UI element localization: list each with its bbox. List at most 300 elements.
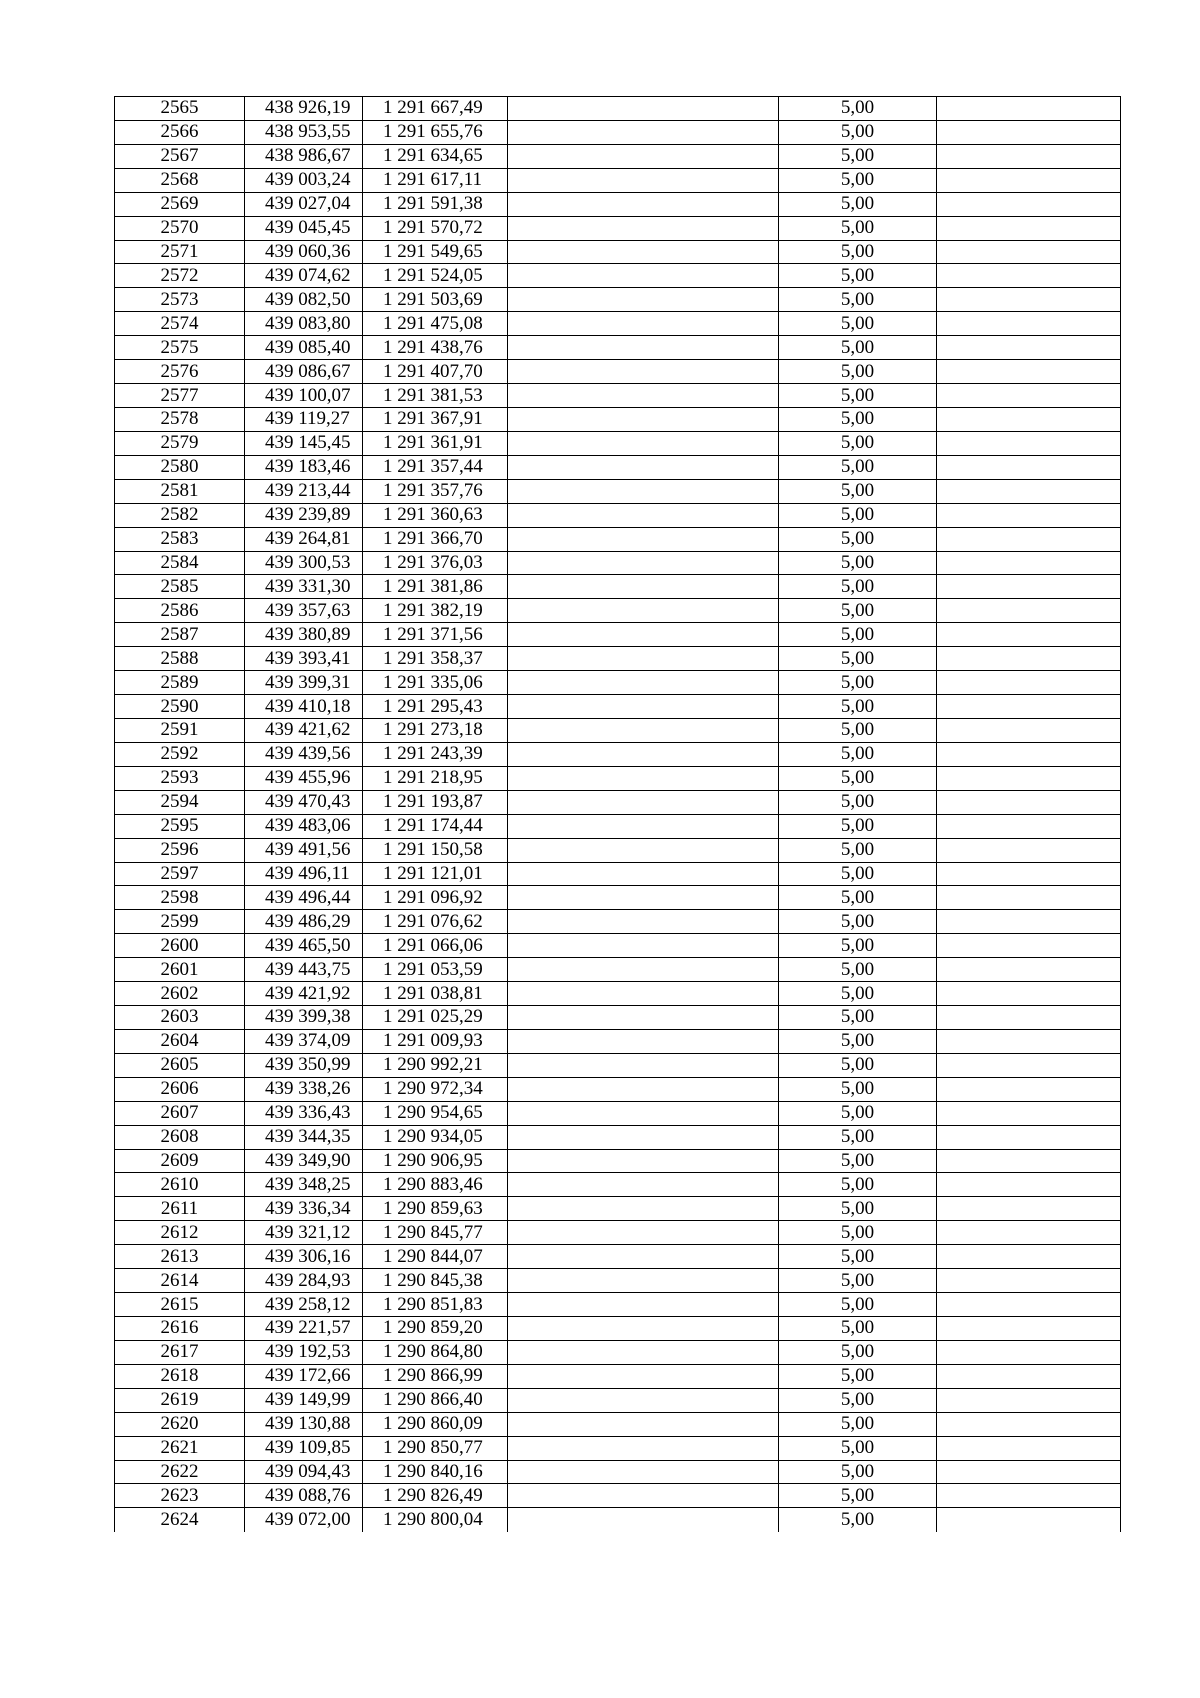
x-coordinate-cell: 439 088,76: [245, 1484, 363, 1508]
table-row: [115, 216, 1121, 240]
value-cell: 5,00: [779, 1029, 937, 1053]
x-coordinate-cell: 439 470,43: [245, 790, 363, 814]
value-cell: 5,00: [779, 264, 937, 288]
point-number-cell: 2609: [115, 1149, 245, 1173]
y-coordinate-cell: 1 291 218,95: [363, 766, 508, 790]
y-coordinate-cell: 1 290 859,63: [363, 1197, 508, 1221]
table-row: [115, 192, 1121, 216]
point-number-cell: 2575: [115, 336, 245, 360]
blank-cell: [508, 551, 779, 575]
value-cell: 5,00: [779, 384, 937, 408]
blank-cell: [508, 527, 779, 551]
value-cell: 5,00: [779, 192, 937, 216]
blank-cell: [937, 97, 1121, 121]
table-row: [115, 336, 1121, 360]
table-row: [115, 1508, 1121, 1532]
x-coordinate-cell: 439 119,27: [245, 407, 363, 431]
table-row: [115, 1484, 1121, 1508]
blank-cell: [508, 766, 779, 790]
x-coordinate-cell: 439 399,38: [245, 1006, 363, 1030]
blank-cell: [508, 742, 779, 766]
blank-cell: [937, 718, 1121, 742]
x-coordinate-cell: 439 336,34: [245, 1197, 363, 1221]
point-number-cell: 2624: [115, 1508, 245, 1532]
x-coordinate-cell: 439 213,44: [245, 479, 363, 503]
y-coordinate-cell: 1 290 851,83: [363, 1293, 508, 1317]
blank-cell: [508, 1149, 779, 1173]
y-coordinate-cell: 1 290 800,04: [363, 1508, 508, 1532]
y-coordinate-cell: 1 291 150,58: [363, 838, 508, 862]
y-coordinate-cell: 1 291 667,49: [363, 97, 508, 121]
point-number-cell: 2571: [115, 240, 245, 264]
blank-cell: [508, 264, 779, 288]
table-row: [115, 1364, 1121, 1388]
blank-cell: [508, 958, 779, 982]
blank-cell: [937, 599, 1121, 623]
value-cell: 5,00: [779, 1125, 937, 1149]
y-coordinate-cell: 1 290 840,16: [363, 1460, 508, 1484]
point-number-cell: 2598: [115, 886, 245, 910]
y-coordinate-cell: 1 291 634,65: [363, 144, 508, 168]
table-row: [115, 1053, 1121, 1077]
x-coordinate-cell: 439 086,67: [245, 360, 363, 384]
x-coordinate-cell: 439 399,31: [245, 671, 363, 695]
y-coordinate-cell: 1 290 992,21: [363, 1053, 508, 1077]
blank-cell: [937, 264, 1121, 288]
value-cell: 5,00: [779, 1077, 937, 1101]
blank-cell: [937, 1364, 1121, 1388]
x-coordinate-cell: 438 953,55: [245, 120, 363, 144]
blank-cell: [937, 240, 1121, 264]
blank-cell: [508, 1029, 779, 1053]
value-cell: 5,00: [779, 886, 937, 910]
x-coordinate-cell: 439 421,92: [245, 982, 363, 1006]
y-coordinate-cell: 1 291 360,63: [363, 503, 508, 527]
blank-cell: [508, 168, 779, 192]
x-coordinate-cell: 439 336,43: [245, 1101, 363, 1125]
y-coordinate-cell: 1 291 038,81: [363, 982, 508, 1006]
table-row: [115, 718, 1121, 742]
blank-cell: [937, 1269, 1121, 1293]
point-number-cell: 2607: [115, 1101, 245, 1125]
blank-cell: [508, 1364, 779, 1388]
blank-cell: [508, 575, 779, 599]
x-coordinate-cell: 439 344,35: [245, 1125, 363, 1149]
point-number-cell: 2573: [115, 288, 245, 312]
point-number-cell: 2581: [115, 479, 245, 503]
value-cell: 5,00: [779, 1173, 937, 1197]
y-coordinate-cell: 1 291 025,29: [363, 1006, 508, 1030]
value-cell: 5,00: [779, 288, 937, 312]
table-row: [115, 1077, 1121, 1101]
point-number-cell: 2565: [115, 97, 245, 121]
blank-cell: [508, 336, 779, 360]
y-coordinate-cell: 1 291 617,11: [363, 168, 508, 192]
y-coordinate-cell: 1 290 954,65: [363, 1101, 508, 1125]
table-row: [115, 97, 1121, 121]
blank-cell: [937, 336, 1121, 360]
blank-cell: [937, 431, 1121, 455]
blank-cell: [508, 120, 779, 144]
x-coordinate-cell: 439 306,16: [245, 1245, 363, 1269]
blank-cell: [937, 479, 1121, 503]
blank-cell: [508, 814, 779, 838]
blank-cell: [937, 1029, 1121, 1053]
blank-cell: [937, 695, 1121, 719]
x-coordinate-cell: 439 421,62: [245, 718, 363, 742]
value-cell: 5,00: [779, 718, 937, 742]
value-cell: 5,00: [779, 120, 937, 144]
table-row: [115, 360, 1121, 384]
x-coordinate-cell: 439 072,00: [245, 1508, 363, 1532]
value-cell: 5,00: [779, 671, 937, 695]
point-number-cell: 2588: [115, 647, 245, 671]
x-coordinate-cell: 439 239,89: [245, 503, 363, 527]
blank-cell: [508, 647, 779, 671]
y-coordinate-cell: 1 291 475,08: [363, 312, 508, 336]
table-row: [115, 766, 1121, 790]
x-coordinate-cell: 439 496,11: [245, 862, 363, 886]
blank-cell: [508, 288, 779, 312]
blank-cell: [937, 1412, 1121, 1436]
point-number-cell: 2619: [115, 1388, 245, 1412]
x-coordinate-cell: 438 986,67: [245, 144, 363, 168]
y-coordinate-cell: 1 291 174,44: [363, 814, 508, 838]
blank-cell: [937, 1317, 1121, 1341]
blank-cell: [508, 144, 779, 168]
table-row: [115, 1436, 1121, 1460]
table-row: [115, 1029, 1121, 1053]
value-cell: 5,00: [779, 1053, 937, 1077]
blank-cell: [937, 1293, 1121, 1317]
x-coordinate-cell: 439 060,36: [245, 240, 363, 264]
table-row: [115, 1101, 1121, 1125]
blank-cell: [508, 384, 779, 408]
y-coordinate-cell: 1 290 845,38: [363, 1269, 508, 1293]
blank-cell: [937, 647, 1121, 671]
coordinate-table: [114, 96, 1121, 1532]
value-cell: 5,00: [779, 1484, 937, 1508]
blank-cell: [937, 1053, 1121, 1077]
table-row: [115, 1245, 1121, 1269]
point-number-cell: 2617: [115, 1340, 245, 1364]
blank-cell: [508, 982, 779, 1006]
value-cell: 5,00: [779, 1436, 937, 1460]
x-coordinate-cell: 439 149,99: [245, 1388, 363, 1412]
blank-cell: [937, 862, 1121, 886]
x-coordinate-cell: 439 258,12: [245, 1293, 363, 1317]
x-coordinate-cell: 439 192,53: [245, 1340, 363, 1364]
value-cell: 5,00: [779, 1006, 937, 1030]
table-row: [115, 790, 1121, 814]
point-number-cell: 2614: [115, 1269, 245, 1293]
table-row: [115, 527, 1121, 551]
y-coordinate-cell: 1 291 273,18: [363, 718, 508, 742]
x-coordinate-cell: 439 094,43: [245, 1460, 363, 1484]
table-row: [115, 288, 1121, 312]
y-coordinate-cell: 1 291 357,76: [363, 479, 508, 503]
point-number-cell: 2612: [115, 1221, 245, 1245]
point-number-cell: 2603: [115, 1006, 245, 1030]
y-coordinate-cell: 1 291 193,87: [363, 790, 508, 814]
y-coordinate-cell: 1 291 549,65: [363, 240, 508, 264]
x-coordinate-cell: 439 300,53: [245, 551, 363, 575]
table-row: [115, 503, 1121, 527]
blank-cell: [937, 384, 1121, 408]
blank-cell: [937, 1101, 1121, 1125]
x-coordinate-cell: 439 130,88: [245, 1412, 363, 1436]
y-coordinate-cell: 1 291 591,38: [363, 192, 508, 216]
value-cell: 5,00: [779, 838, 937, 862]
y-coordinate-cell: 1 291 524,05: [363, 264, 508, 288]
blank-cell: [937, 168, 1121, 192]
blank-cell: [937, 1221, 1121, 1245]
x-coordinate-cell: 439 145,45: [245, 431, 363, 455]
y-coordinate-cell: 1 290 866,99: [363, 1364, 508, 1388]
blank-cell: [508, 1436, 779, 1460]
value-cell: 5,00: [779, 958, 937, 982]
x-coordinate-cell: 439 439,56: [245, 742, 363, 766]
point-number-cell: 2608: [115, 1125, 245, 1149]
blank-cell: [508, 1269, 779, 1293]
blank-cell: [937, 503, 1121, 527]
point-number-cell: 2604: [115, 1029, 245, 1053]
blank-cell: [508, 192, 779, 216]
blank-cell: [508, 431, 779, 455]
x-coordinate-cell: 439 172,66: [245, 1364, 363, 1388]
x-coordinate-cell: 439 085,40: [245, 336, 363, 360]
table-row: [115, 1149, 1121, 1173]
blank-cell: [508, 1173, 779, 1197]
table-row: [115, 1269, 1121, 1293]
value-cell: 5,00: [779, 144, 937, 168]
blank-cell: [937, 1388, 1121, 1412]
x-coordinate-cell: 439 003,24: [245, 168, 363, 192]
point-number-cell: 2589: [115, 671, 245, 695]
blank-cell: [508, 1077, 779, 1101]
blank-cell: [937, 120, 1121, 144]
y-coordinate-cell: 1 291 381,53: [363, 384, 508, 408]
blank-cell: [508, 838, 779, 862]
x-coordinate-cell: 439 264,81: [245, 527, 363, 551]
point-number-cell: 2591: [115, 718, 245, 742]
blank-cell: [937, 1436, 1121, 1460]
table-row: [115, 1197, 1121, 1221]
point-number-cell: 2587: [115, 623, 245, 647]
value-cell: 5,00: [779, 1364, 937, 1388]
y-coordinate-cell: 1 291 438,76: [363, 336, 508, 360]
table-row: [115, 1340, 1121, 1364]
x-coordinate-cell: 439 496,44: [245, 886, 363, 910]
table-row: [115, 551, 1121, 575]
y-coordinate-cell: 1 291 570,72: [363, 216, 508, 240]
x-coordinate-cell: 439 483,06: [245, 814, 363, 838]
blank-cell: [937, 766, 1121, 790]
x-coordinate-cell: 439 074,62: [245, 264, 363, 288]
blank-cell: [508, 407, 779, 431]
y-coordinate-cell: 1 291 096,92: [363, 886, 508, 910]
value-cell: 5,00: [779, 575, 937, 599]
table-row: [115, 1412, 1121, 1436]
blank-cell: [508, 1460, 779, 1484]
y-coordinate-cell: 1 291 243,39: [363, 742, 508, 766]
table-row: [115, 1388, 1121, 1412]
table-row: [115, 144, 1121, 168]
blank-cell: [937, 1173, 1121, 1197]
table-row: [115, 264, 1121, 288]
point-number-cell: 2586: [115, 599, 245, 623]
value-cell: 5,00: [779, 1340, 937, 1364]
point-number-cell: 2590: [115, 695, 245, 719]
blank-cell: [937, 192, 1121, 216]
point-number-cell: 2596: [115, 838, 245, 862]
table-row: [115, 384, 1121, 408]
blank-cell: [508, 503, 779, 527]
blank-cell: [937, 551, 1121, 575]
table-row: [115, 623, 1121, 647]
blank-cell: [508, 1197, 779, 1221]
value-cell: 5,00: [779, 599, 937, 623]
blank-cell: [937, 623, 1121, 647]
blank-cell: [508, 1508, 779, 1532]
blank-cell: [937, 1460, 1121, 1484]
blank-cell: [937, 742, 1121, 766]
blank-cell: [937, 1149, 1121, 1173]
value-cell: 5,00: [779, 1388, 937, 1412]
blank-cell: [508, 910, 779, 934]
point-number-cell: 2592: [115, 742, 245, 766]
value-cell: 5,00: [779, 814, 937, 838]
x-coordinate-cell: 439 348,25: [245, 1173, 363, 1197]
value-cell: 5,00: [779, 1508, 937, 1532]
x-coordinate-cell: 439 331,30: [245, 575, 363, 599]
point-number-cell: 2611: [115, 1197, 245, 1221]
blank-cell: [937, 814, 1121, 838]
blank-cell: [508, 216, 779, 240]
table-row: [115, 431, 1121, 455]
x-coordinate-cell: 438 926,19: [245, 97, 363, 121]
blank-cell: [937, 1484, 1121, 1508]
blank-cell: [937, 1245, 1121, 1269]
y-coordinate-cell: 1 291 066,06: [363, 934, 508, 958]
table-row: [115, 886, 1121, 910]
blank-cell: [937, 1006, 1121, 1030]
point-number-cell: 2584: [115, 551, 245, 575]
y-coordinate-cell: 1 291 121,01: [363, 862, 508, 886]
blank-cell: [508, 360, 779, 384]
point-number-cell: 2569: [115, 192, 245, 216]
y-coordinate-cell: 1 291 503,69: [363, 288, 508, 312]
y-coordinate-cell: 1 291 376,03: [363, 551, 508, 575]
y-coordinate-cell: 1 291 371,56: [363, 623, 508, 647]
table-row: [115, 838, 1121, 862]
x-coordinate-cell: 439 350,99: [245, 1053, 363, 1077]
point-number-cell: 2578: [115, 407, 245, 431]
table-row: [115, 982, 1121, 1006]
y-coordinate-cell: 1 291 381,86: [363, 575, 508, 599]
y-coordinate-cell: 1 291 053,59: [363, 958, 508, 982]
value-cell: 5,00: [779, 336, 937, 360]
point-number-cell: 2576: [115, 360, 245, 384]
table-row: [115, 407, 1121, 431]
value-cell: 5,00: [779, 1197, 937, 1221]
x-coordinate-cell: 439 357,63: [245, 599, 363, 623]
value-cell: 5,00: [779, 766, 937, 790]
point-number-cell: 2623: [115, 1484, 245, 1508]
x-coordinate-cell: 439 284,93: [245, 1269, 363, 1293]
table-row: [115, 742, 1121, 766]
x-coordinate-cell: 439 410,18: [245, 695, 363, 719]
point-number-cell: 2600: [115, 934, 245, 958]
table-row: [115, 240, 1121, 264]
table-row: [115, 695, 1121, 719]
blank-cell: [508, 1125, 779, 1149]
blank-cell: [508, 1245, 779, 1269]
blank-cell: [508, 695, 779, 719]
blank-cell: [937, 216, 1121, 240]
point-number-cell: 2597: [115, 862, 245, 886]
blank-cell: [937, 360, 1121, 384]
point-number-cell: 2610: [115, 1173, 245, 1197]
blank-cell: [508, 790, 779, 814]
point-number-cell: 2593: [115, 766, 245, 790]
value-cell: 5,00: [779, 1245, 937, 1269]
blank-cell: [508, 1101, 779, 1125]
table-row: [115, 599, 1121, 623]
table-row: [115, 862, 1121, 886]
y-coordinate-cell: 1 291 655,76: [363, 120, 508, 144]
x-coordinate-cell: 439 338,26: [245, 1077, 363, 1101]
table-row: [115, 312, 1121, 336]
point-number-cell: 2568: [115, 168, 245, 192]
point-number-cell: 2580: [115, 455, 245, 479]
coordinate-table-body: [115, 97, 1121, 1532]
table-row: [115, 671, 1121, 695]
point-number-cell: 2622: [115, 1460, 245, 1484]
point-number-cell: 2585: [115, 575, 245, 599]
blank-cell: [937, 288, 1121, 312]
blank-cell: [937, 958, 1121, 982]
y-coordinate-cell: 1 291 358,37: [363, 647, 508, 671]
y-coordinate-cell: 1 290 844,07: [363, 1245, 508, 1269]
value-cell: 5,00: [779, 312, 937, 336]
value-cell: 5,00: [779, 1101, 937, 1125]
blank-cell: [937, 790, 1121, 814]
x-coordinate-cell: 439 374,09: [245, 1029, 363, 1053]
point-number-cell: 2602: [115, 982, 245, 1006]
point-number-cell: 2566: [115, 120, 245, 144]
point-number-cell: 2594: [115, 790, 245, 814]
value-cell: 5,00: [779, 1412, 937, 1436]
x-coordinate-cell: 439 083,80: [245, 312, 363, 336]
blank-cell: [937, 838, 1121, 862]
y-coordinate-cell: 1 290 864,80: [363, 1340, 508, 1364]
point-number-cell: 2567: [115, 144, 245, 168]
point-number-cell: 2570: [115, 216, 245, 240]
point-number-cell: 2572: [115, 264, 245, 288]
y-coordinate-cell: 1 291 009,93: [363, 1029, 508, 1053]
point-number-cell: 2579: [115, 431, 245, 455]
value-cell: 5,00: [779, 934, 937, 958]
blank-cell: [937, 671, 1121, 695]
value-cell: 5,00: [779, 1149, 937, 1173]
point-number-cell: 2606: [115, 1077, 245, 1101]
table-row: [115, 479, 1121, 503]
x-coordinate-cell: 439 349,90: [245, 1149, 363, 1173]
x-coordinate-cell: 439 109,85: [245, 1436, 363, 1460]
value-cell: 5,00: [779, 862, 937, 886]
table-row: [115, 1317, 1121, 1341]
